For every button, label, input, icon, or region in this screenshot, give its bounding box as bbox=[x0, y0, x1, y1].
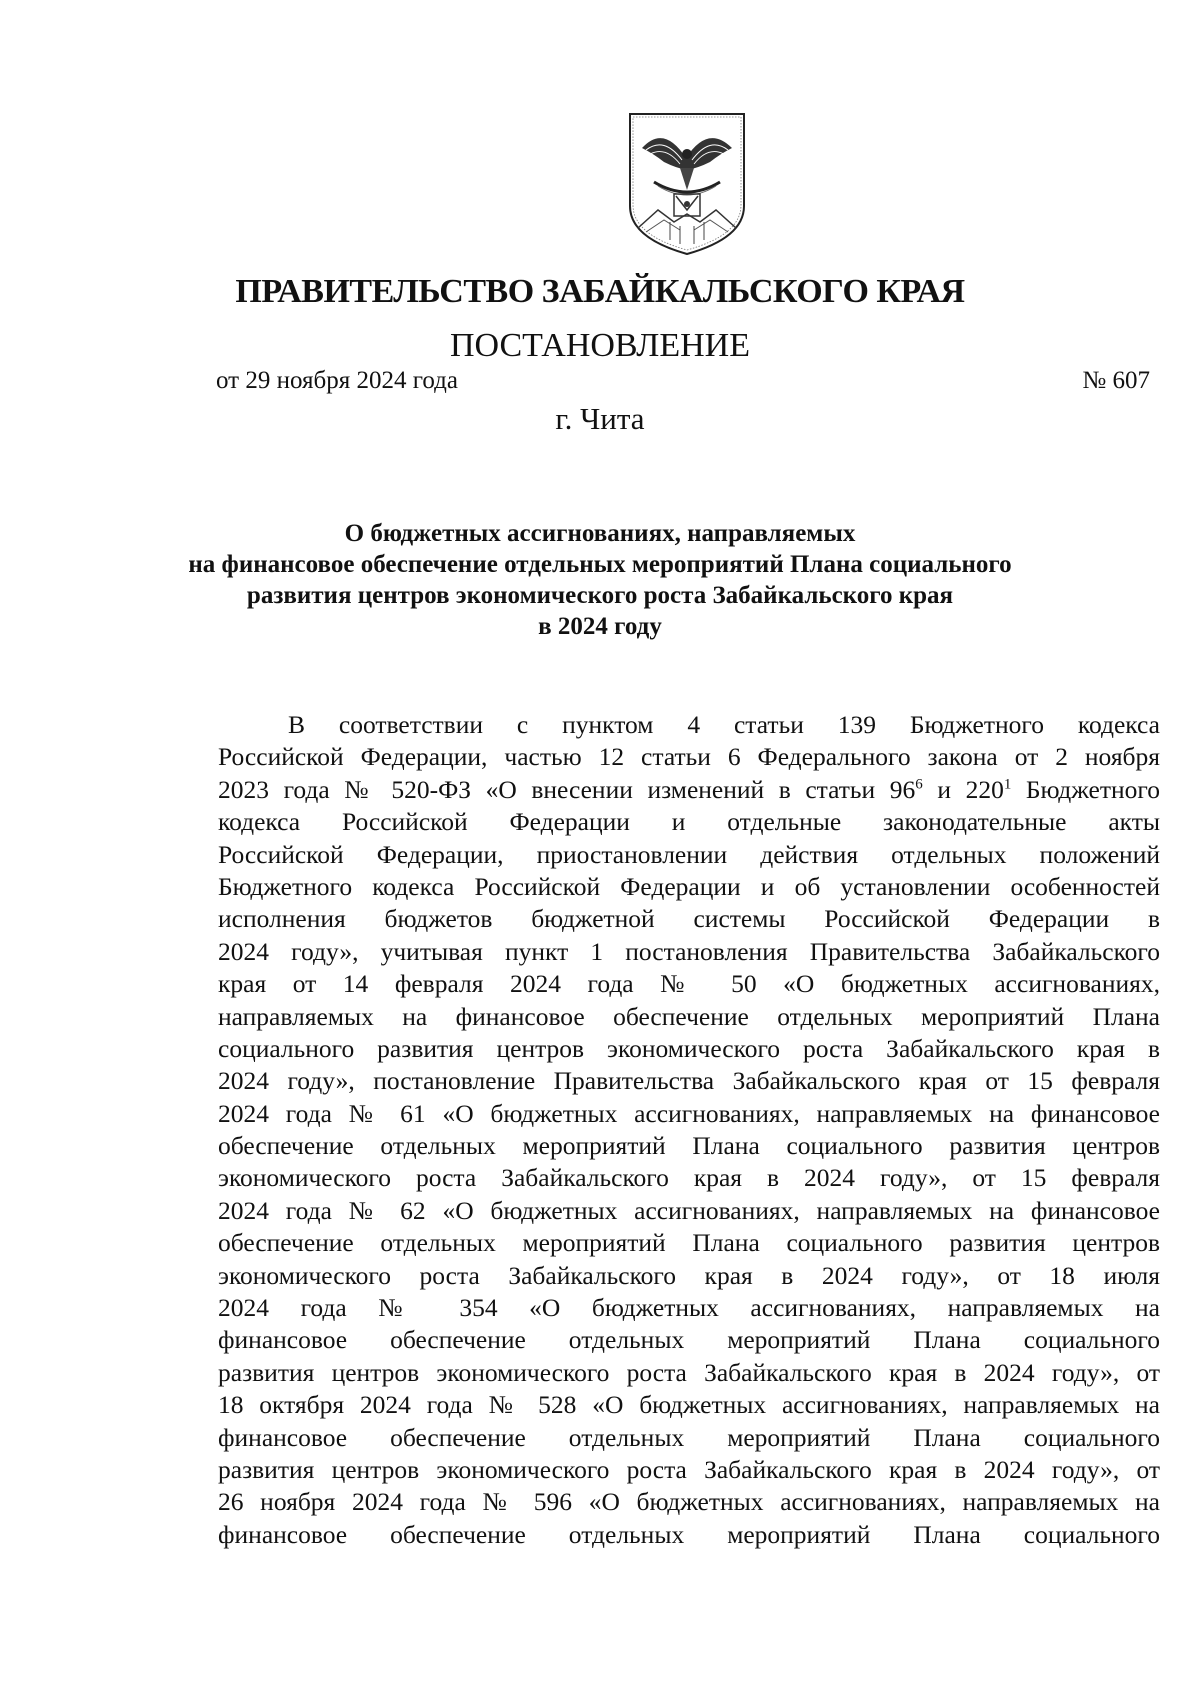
body-line: В соответствии с пунктом 4 статьи 139 Бюджетного кодекса bbox=[288, 710, 1160, 739]
document-subject bbox=[160, 518, 1040, 642]
coat-of-arms-icon bbox=[624, 110, 750, 258]
body-line: Российской Федерации, приостановлении действия отдельных положений bbox=[218, 839, 1160, 869]
body-line: экономического роста Забайкальского края в 2024 году», от 15 февраля bbox=[218, 1163, 1160, 1193]
document-date: от 29 ноября 2024 года bbox=[216, 367, 458, 394]
body-line: 2024 года № 62 «О бюджетных ассигнованиях, направляемых на финансовое bbox=[218, 1195, 1160, 1225]
body-line: экономического роста Забайкальского края в 2024 году», от 18 июля bbox=[218, 1260, 1160, 1290]
body-line: Бюджетного кодекса Российской Федерации и об установлении особенностей bbox=[218, 871, 1160, 901]
body-line: 2024 году», учитывая пункт 1 постановления Правительства Забайкальского bbox=[218, 936, 1160, 966]
body-line: обеспечение отдельных мероприятий Плана социального развития центров bbox=[218, 1131, 1160, 1161]
body-text-fragment: Бюджетного bbox=[1011, 774, 1160, 804]
document-body bbox=[218, 709, 1160, 1551]
body-line: финансовое обеспечение отдельных мероприятий Плана социального bbox=[218, 1519, 1160, 1549]
body-line: направляемых на финансовое обеспечение отдельных мероприятий Плана bbox=[218, 1001, 1160, 1031]
body-text-fragment: и 220 bbox=[922, 774, 1004, 804]
superscript: 6 bbox=[915, 776, 923, 793]
body-line: социального развития центров экономического роста Забайкальского края в bbox=[218, 1033, 1160, 1063]
body-line: финансовое обеспечение отдельных мероприятий Плана социального bbox=[218, 1325, 1160, 1355]
superscript: 1 bbox=[1003, 776, 1012, 793]
body-line: финансовое обеспечение отдельных мероприятий Плана социального bbox=[218, 1422, 1160, 1452]
body-line: обеспечение отдельных мероприятий Плана социального развития центров bbox=[218, 1228, 1160, 1258]
body-line bbox=[218, 774, 1160, 806]
body-line: 2024 году», постановление Правительства Забайкальского края от 15 февраля bbox=[218, 1066, 1160, 1096]
body-line: развития центров экономического роста Забайкальского края в 2024 году», от bbox=[218, 1454, 1160, 1484]
body-text-fragment: 2023 года № 520-ФЗ «О внесении изменений в статьи 96 bbox=[218, 774, 916, 804]
document-type: ПОСТАНОВЛЕНИЕ bbox=[449, 327, 751, 364]
document-number: № 607 bbox=[1082, 367, 1150, 394]
body-line: исполнения бюджетов бюджетной системы Российской Федерации в bbox=[218, 904, 1160, 934]
body-line: 26 ноября 2024 года № 596 «О бюджетных ассигнованиях, направляемых на bbox=[218, 1487, 1160, 1517]
subject-line: О бюджетных ассигнованиях, направляемых bbox=[344, 520, 856, 547]
body-line: 2024 года № 354 «О бюджетных ассигнованиях, направляемых на bbox=[218, 1293, 1160, 1323]
body-line: развития центров экономического роста Забайкальского края в 2024 году», от bbox=[218, 1357, 1160, 1387]
subject-line: в 2024 году bbox=[538, 613, 662, 640]
document-city: г. Чита bbox=[555, 401, 645, 436]
organization-title: ПРАВИТЕЛЬСТВО ЗАБАЙКАЛЬСКОГО КРАЯ bbox=[235, 273, 965, 310]
subject-line: на финансовое обеспечение отдельных мероприятий Плана социального bbox=[188, 551, 1012, 578]
body-line: кодекса Российской Федерации и отдельные законодательные акты bbox=[218, 807, 1160, 837]
subject-line: развития центров экономического роста Забайкальского края bbox=[246, 582, 954, 609]
body-line: края от 14 февраля 2024 года № 50 «О бюджетных ассигнованиях, bbox=[218, 969, 1160, 999]
body-line: 2024 года № 61 «О бюджетных ассигнованиях, направляемых на финансовое bbox=[218, 1098, 1160, 1128]
body-line: 18 октября 2024 года № 528 «О бюджетных ассигнованиях, направляемых на bbox=[218, 1390, 1160, 1420]
body-line: Российской Федерации, частью 12 статьи 6 Федерального закона от 2 ноября bbox=[218, 742, 1160, 772]
